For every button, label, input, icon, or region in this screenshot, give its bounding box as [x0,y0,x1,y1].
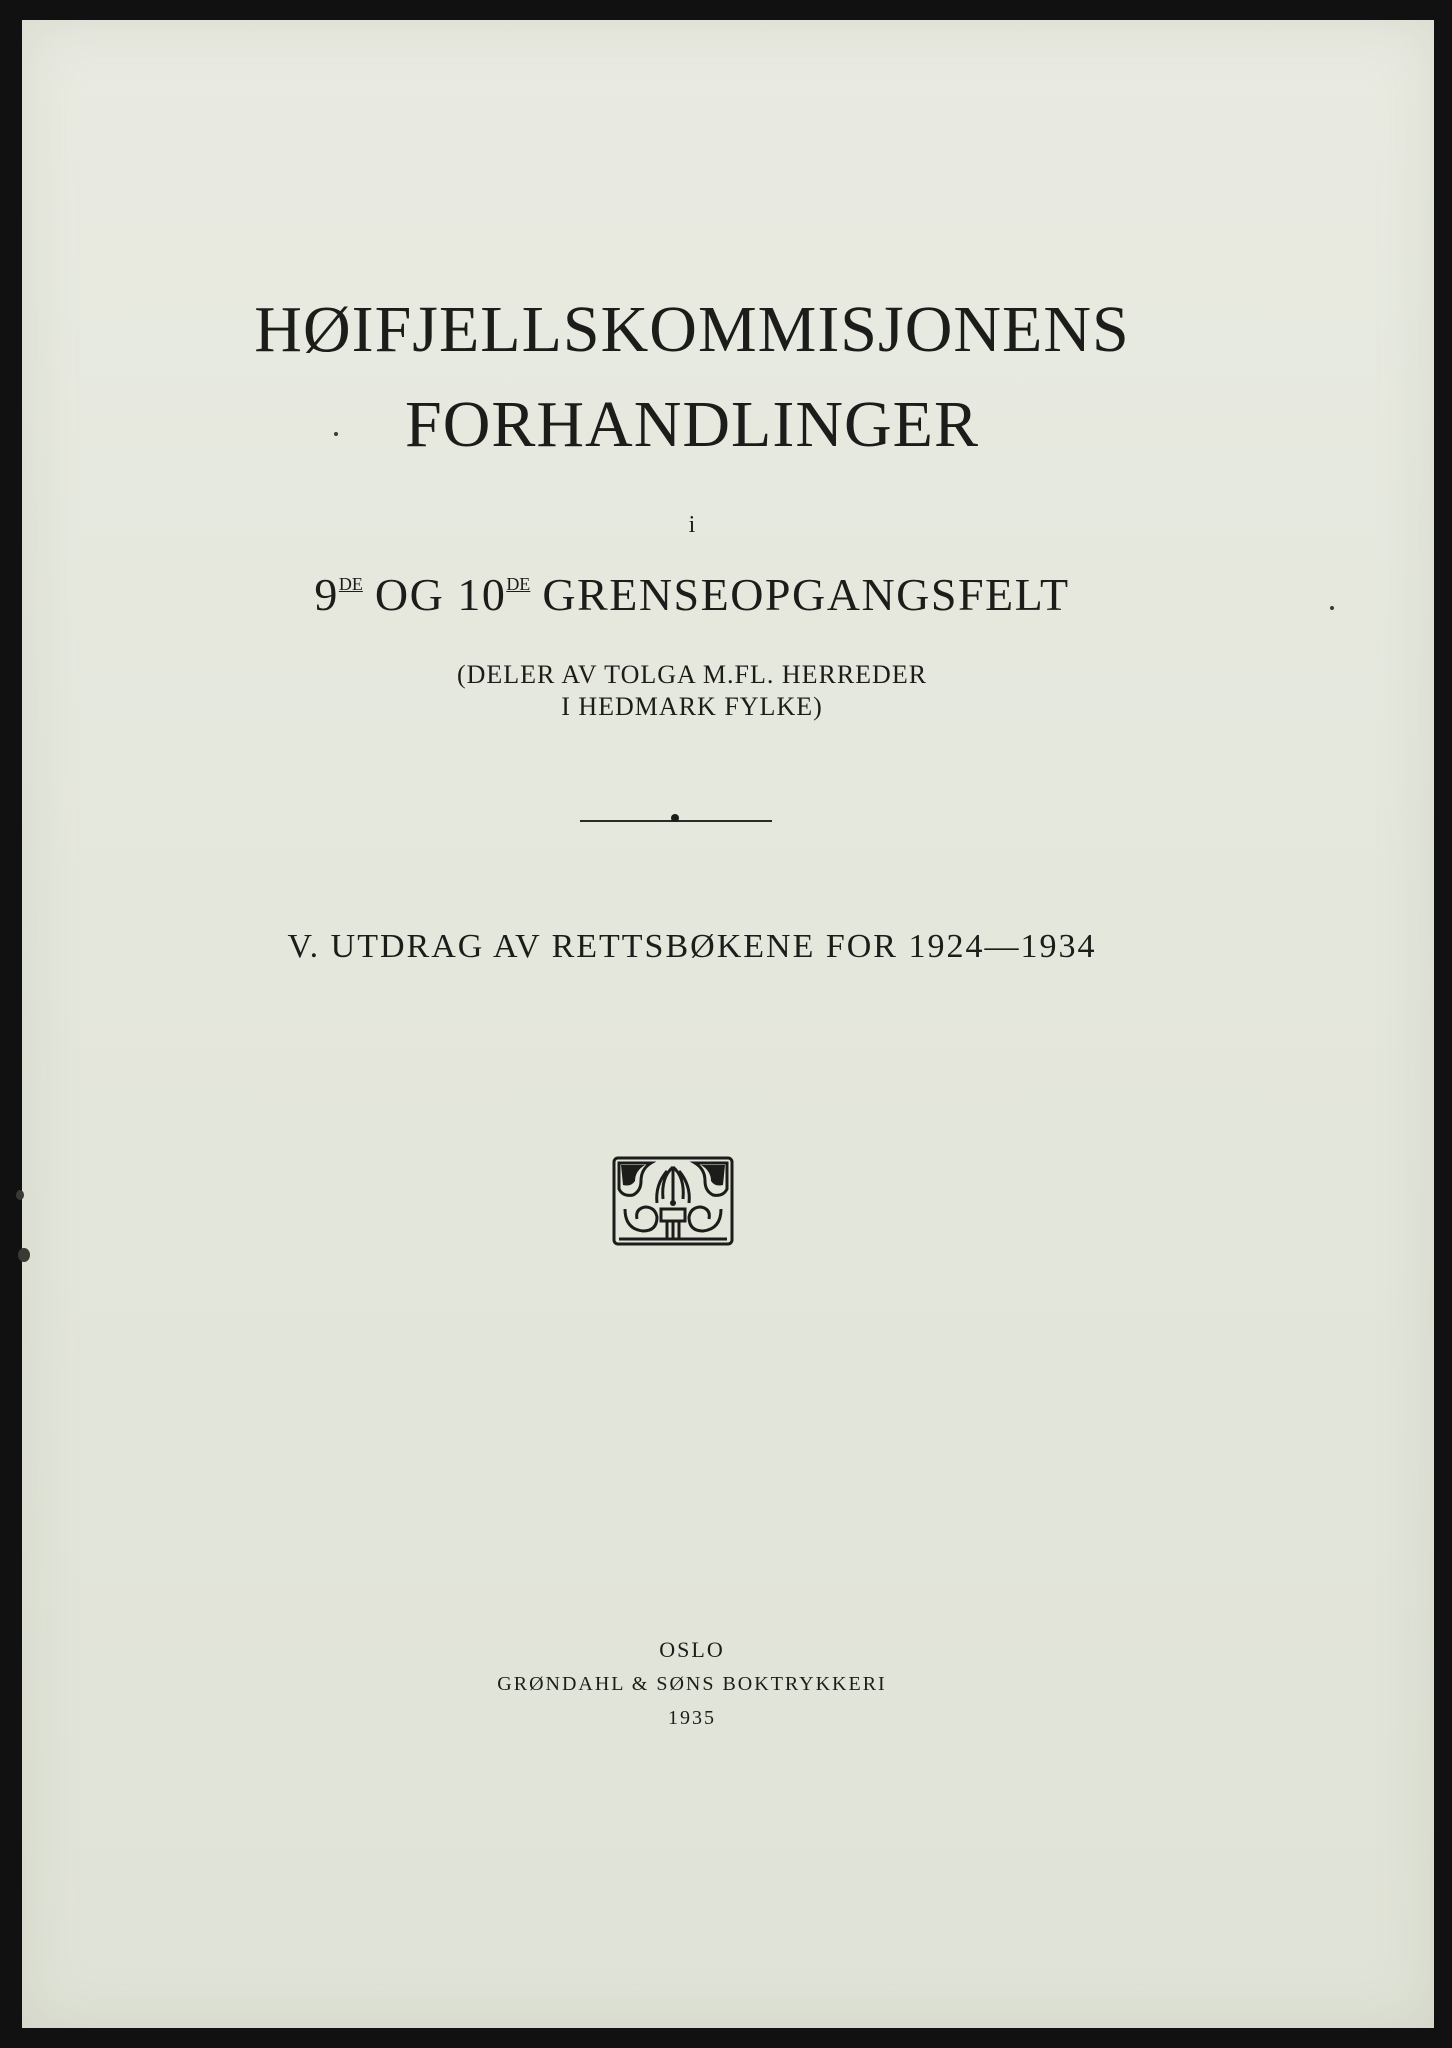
scan-speck [16,1190,24,1200]
parenthetical-line-1: (DELER AV TOLGA M.FL. HERREDER [456,660,928,689]
subject-ordinal-2: DE [506,574,531,594]
subject-conjunction: OG [374,569,445,620]
subject-ordinal-1: DE [338,574,363,594]
printers-ornament-icon [611,1155,735,1247]
volume-title: V. UTDRAG AV RETTSBØKENE FOR 1924—1934 [287,928,1097,965]
preposition: i [688,512,696,538]
scan-speck [18,1248,30,1262]
subject-rest: GRENSEOPGANGSFELT [542,569,1070,620]
imprint-place: OSLO [659,1637,725,1662]
title-line-1: HØIFJELLSKOMMISJONENS [254,293,1130,366]
subject-line [0,568,1418,621]
title-line-2: FORHANDLINGER [405,388,979,461]
subject-number-2: 10 [457,569,507,620]
divider-dot-icon [671,814,679,822]
parenthetical-line-2: I HEDMARK FYLKE) [561,692,823,721]
subject-number-1: 9 [314,569,339,620]
imprint-printer: GRØNDAHL & SØNS BOKTRYKKERI [497,1673,887,1695]
imprint-year: 1935 [668,1707,716,1729]
